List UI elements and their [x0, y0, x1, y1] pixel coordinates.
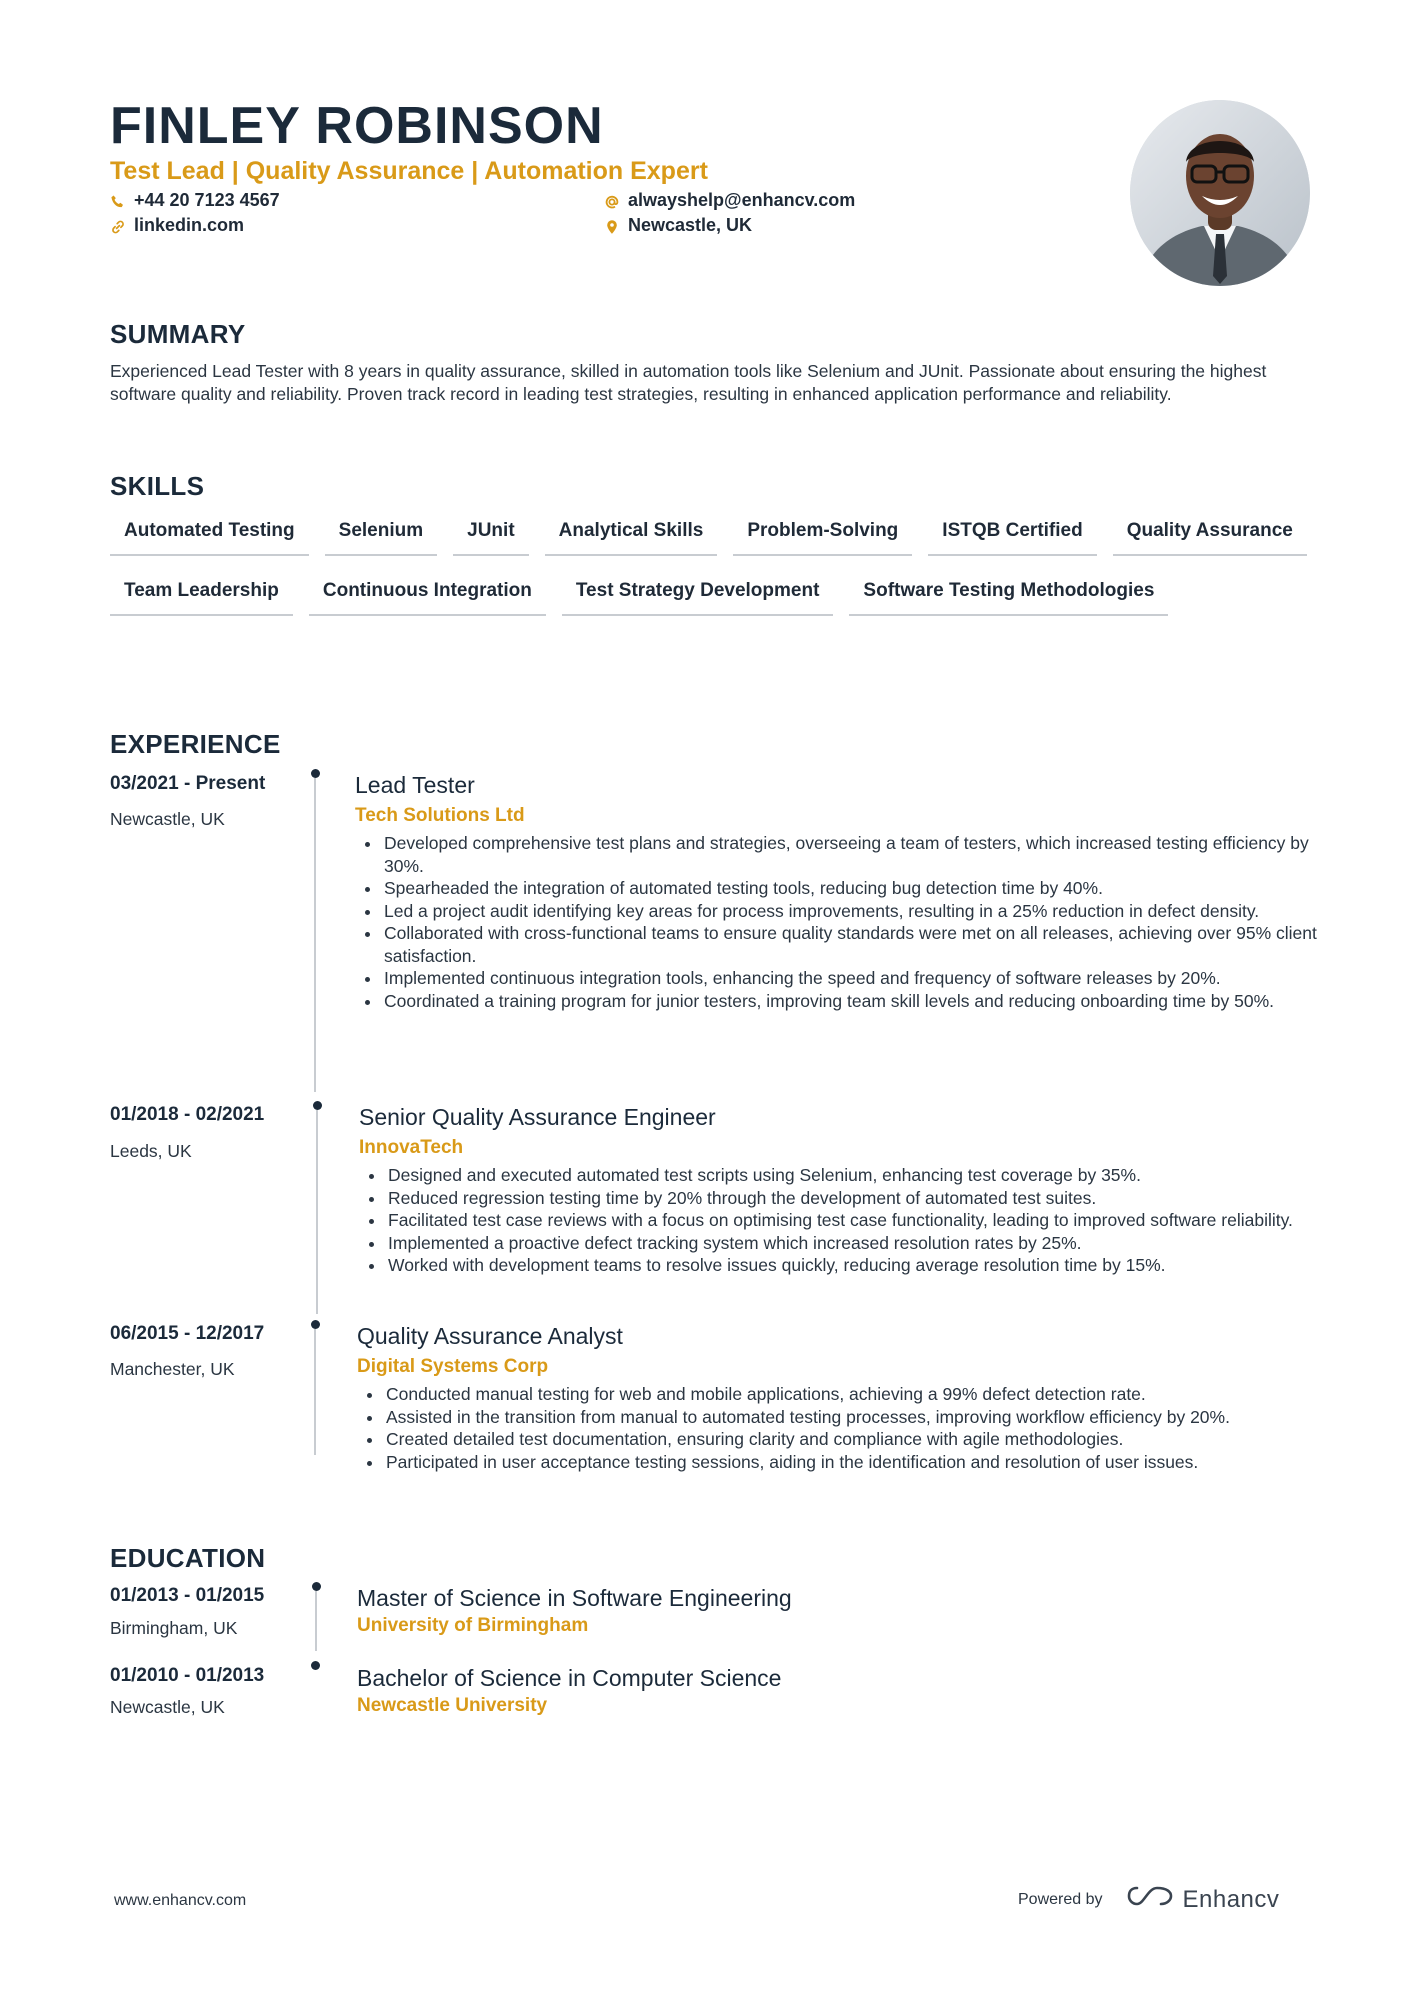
candidate-headline: Test Lead | Quality Assurance | Automation Expert	[110, 157, 708, 185]
company-name: Tech Solutions Ltd	[355, 805, 525, 826]
bullet-item: • Conducted manual testing for web and mobile applications, achieving a 99% defect detection rate.	[384, 1383, 1324, 1406]
skill-tag: Software Testing Methodologies	[849, 572, 1168, 616]
bullet-item: • Developed comprehensive test plans and strategies, overseeing a team of testers, which increased testing efficiency by 30%.	[382, 832, 1322, 877]
footer-website[interactable]: www.enhancv.com	[114, 1892, 247, 1909]
timeline-dot	[312, 1582, 321, 1591]
job-bullets	[362, 1383, 1324, 1473]
job-date: 01/2018 - 02/2021	[110, 1104, 265, 1125]
job-title: Senior Quality Assurance Engineer	[359, 1104, 716, 1130]
degree-title: Bachelor of Science in Computer Science	[357, 1665, 782, 1691]
contact-email[interactable]	[604, 188, 855, 212]
skill-tag: Analytical Skills	[545, 512, 718, 556]
school-name: Newcastle University	[357, 1695, 548, 1716]
job-bullets	[364, 1164, 1322, 1277]
timeline-line	[316, 1110, 318, 1314]
job-location: Newcastle, UK	[110, 809, 225, 829]
brand-name: Enhancv	[1182, 1885, 1280, 1913]
experience-heading: EXPERIENCE	[110, 729, 281, 759]
phone-icon	[110, 192, 126, 208]
profile-photo	[1130, 100, 1310, 286]
at-icon	[604, 192, 620, 208]
skill-tag: JUnit	[453, 512, 529, 556]
job-location: Manchester, UK	[110, 1359, 235, 1379]
job-bullets	[360, 832, 1322, 1012]
bullet-item: • Reduced regression testing time by 20% through the development of automated test suites.	[386, 1187, 1322, 1210]
powered-by-label: Powered by	[1018, 1890, 1103, 1908]
bullet-item: • Spearheaded the integration of automated testing tools, reducing bug detection time by 40%.	[382, 877, 1322, 900]
contact-location	[604, 213, 752, 237]
education-date: 01/2013 - 01/2015	[110, 1585, 265, 1606]
skill-tag: ISTQB Certified	[928, 512, 1096, 556]
timeline-dot	[311, 1320, 320, 1329]
contact-linkedin[interactable]	[110, 213, 244, 237]
phone-text: +44 20 7123 4567	[134, 190, 280, 210]
bullet-item: • Implemented continuous integration tools, enhancing the speed and frequency of software releases by 20%.	[382, 967, 1322, 990]
bullet-item: • Worked with development teams to resolve issues quickly, reducing average resolution time by 15%.	[386, 1254, 1322, 1277]
bullet-item: • Assisted in the transition from manual to automated testing processes, improving workflow efficiency by 20%.	[384, 1406, 1324, 1429]
skills-list	[110, 512, 1320, 616]
degree-title: Master of Science in Software Engineering	[357, 1585, 792, 1611]
skill-tag: Automated Testing	[110, 512, 309, 556]
link-icon	[110, 217, 126, 233]
bullet-item: • Implemented a proactive defect tracking system which increased resolution rates by 25%.	[386, 1232, 1322, 1255]
skill-tag: Problem-Solving	[733, 512, 912, 556]
timeline-line	[314, 778, 316, 1092]
contact-phone	[110, 188, 280, 212]
job-date: 03/2021 - Present	[110, 773, 266, 794]
job-date: 06/2015 - 12/2017	[110, 1323, 265, 1344]
summary-text: Experienced Lead Tester with 8 years in quality assurance, skilled in automation tools like Selenium and JUnit. Passionate about ensuring the highest software quality and reliability. Proven track record in leading test strategies, resulting in enhanced application performance and reliability.	[110, 361, 1267, 404]
skill-tag: Quality Assurance	[1113, 512, 1307, 556]
education-heading: EDUCATION	[110, 1543, 266, 1573]
candidate-name: FINLEY ROBINSON	[110, 97, 604, 155]
company-name: Digital Systems Corp	[357, 1356, 549, 1377]
timeline-line	[314, 1329, 316, 1455]
skills-heading: SKILLS	[110, 471, 205, 501]
timeline-dot	[313, 1101, 322, 1110]
bullet-item: • Participated in user acceptance testing sessions, aiding in the identification and resolution of user issues.	[384, 1451, 1324, 1474]
job-title: Quality Assurance Analyst	[357, 1323, 623, 1349]
bullet-item: • Collaborated with cross-functional teams to ensure quality standards were met on all releases, achieving over 95% client satisfaction.	[382, 922, 1322, 967]
summary-heading: SUMMARY	[110, 319, 246, 349]
timeline-line	[315, 1591, 317, 1651]
skill-tag: Test Strategy Development	[562, 572, 834, 616]
skill-tag: Team Leadership	[110, 572, 293, 616]
linkedin-text[interactable]: linkedin.com	[134, 215, 245, 235]
timeline-dot	[311, 1661, 320, 1670]
job-title: Lead Tester	[355, 772, 475, 798]
bullet-item: • Designed and executed automated test scripts using Selenium, enhancing test coverage by 35%.	[386, 1164, 1322, 1187]
enhancv-logo[interactable]	[1127, 1884, 1280, 1915]
education-location: Newcastle, UK	[110, 1697, 225, 1717]
bullet-item: • Created detailed test documentation, ensuring clarity and compliance with agile methodologies.	[384, 1428, 1324, 1451]
infinity-logo-icon	[1127, 1884, 1173, 1915]
footer-branding	[1018, 1884, 1279, 1915]
company-name: InnovaTech	[359, 1137, 464, 1158]
bullet-item: • Coordinated a training program for junior testers, improving team skill levels and reducing onboarding time by 50%.	[382, 990, 1322, 1013]
email-text[interactable]: alwayshelp@enhancv.com	[628, 190, 856, 210]
location-text: Newcastle, UK	[628, 215, 753, 235]
skill-tag: Selenium	[325, 512, 437, 556]
education-location: Birmingham, UK	[110, 1618, 238, 1638]
location-pin-icon	[604, 217, 620, 233]
skill-tag: Continuous Integration	[309, 572, 546, 616]
job-location: Leeds, UK	[110, 1141, 192, 1161]
bullet-item: • Led a project audit identifying key areas for process improvements, resulting in a 25% reduction in defect density.	[382, 900, 1322, 923]
bullet-item: • Facilitated test case reviews with a focus on optimising test case functionality, leading to improved software reliability.	[386, 1209, 1322, 1232]
education-date: 01/2010 - 01/2013	[110, 1665, 265, 1686]
school-name: University of Birmingham	[357, 1615, 589, 1636]
timeline-dot	[311, 769, 320, 778]
